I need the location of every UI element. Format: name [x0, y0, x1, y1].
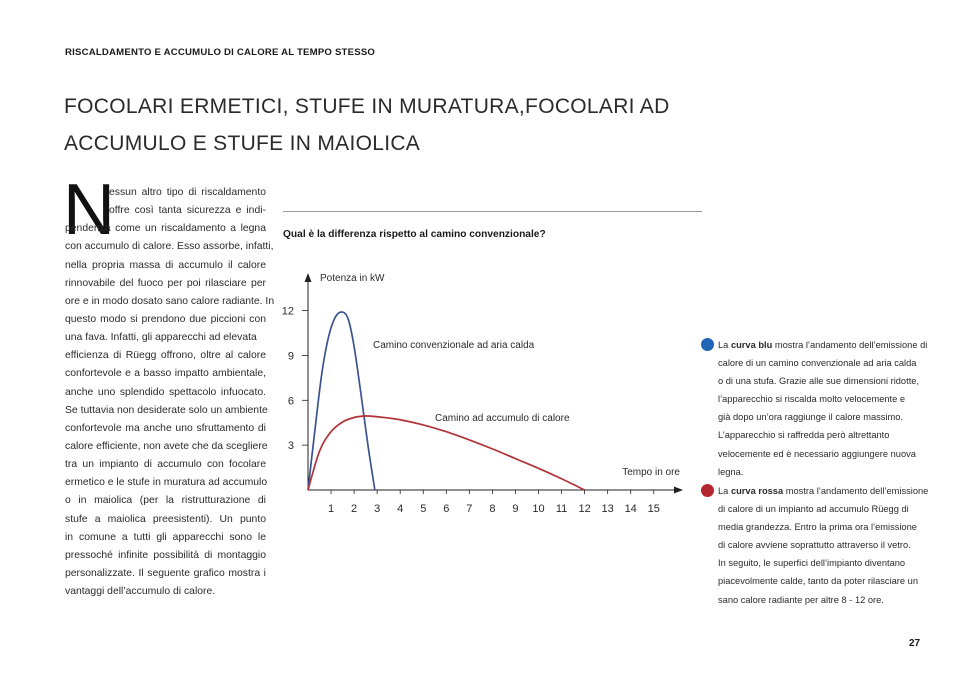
series-label: Camino convenzionale ad aria calda — [373, 340, 535, 351]
legend-text: mostra l’andamento dell’emissione di — [772, 340, 928, 350]
body-line: tra un impianto di accumulo con focolare — [65, 459, 266, 471]
body-line: una fava. Infatti, gli apparecchi ad elevata — [65, 332, 257, 344]
legend-line: sano calore radiante per altre 8 - 12 ore. — [718, 594, 884, 605]
x-tick-label: 13 — [601, 503, 614, 515]
x-tick-label: 10 — [532, 503, 545, 515]
x-tick-label: 7 — [466, 503, 473, 515]
x-tick-label: 2 — [351, 503, 358, 515]
legend-text: La — [718, 340, 731, 350]
y-tick-label: 12 — [281, 305, 294, 318]
legend-red-text — [718, 482, 934, 609]
body-line: confortevole ma anche uno sfruttamento di — [65, 422, 266, 434]
x-tick-label: 8 — [489, 503, 496, 515]
y-axis-arrow-icon — [305, 273, 312, 282]
x-tick-label: 11 — [555, 503, 568, 515]
body-line: o in maiolica (per la ristrutturazione di — [65, 495, 266, 507]
body-line: calore efficiente, non avete che da scegliere — [65, 440, 268, 452]
legend-line: già dopo un’ora raggiunge il calore massimo. — [718, 412, 904, 423]
series-line-red — [308, 416, 585, 490]
body-line: nella propria massa di accumulo il calore — [65, 259, 266, 271]
legend-line: di calore avviene soprattutto attraverso il vetro. — [718, 540, 911, 551]
body-line: pressoché infinite possibilità di montaggio — [65, 549, 266, 561]
x-tick-label: 12 — [578, 503, 591, 515]
series-line-blue — [308, 312, 375, 490]
body-line: offre così tanta sicurezza e indi- — [109, 205, 266, 217]
x-tick-label: 15 — [647, 503, 660, 515]
legend-line: calore di un camino convenzionale ad aria calda — [718, 358, 917, 369]
drop-cap: N — [63, 170, 115, 250]
body-line: stufe a maiolica preesistenti). Un punto — [65, 513, 266, 525]
legend-line: velocemente ed è necessario aggiungere nuova — [718, 448, 916, 459]
legend-line — [718, 482, 934, 500]
body-line: essun altro tipo di riscaldamento — [109, 187, 266, 198]
legend-line: piacevolmente calde, tanto da poter rilasciare un — [718, 576, 919, 587]
body-line: efficienza di Rüegg offrono, oltre al calore — [65, 350, 266, 362]
x-axis-label: Tempo in ore — [622, 467, 680, 478]
body-line: confortevole e a basso impatto ambientale, — [65, 368, 266, 380]
legend-line: l’apparecchio si riscalda molto velocemente e — [718, 394, 906, 405]
legend-line: L’apparecchio si raffredda però altrettanto — [718, 430, 890, 441]
legend-text: mostra l’andamento dell’emissione — [783, 486, 929, 496]
body-line: ore e in modo dosato sano calore radiante. In — [65, 295, 275, 307]
x-tick-label: 9 — [512, 503, 519, 515]
body-line: pendenza come un riscaldamento a legna — [65, 223, 266, 235]
page-number: 27 — [909, 638, 921, 649]
x-tick-label: 14 — [624, 503, 637, 515]
running-head: RISCALDAMENTO E ACCUMULO DI CALORE AL TEMPO STESSO — [65, 47, 376, 58]
legend-line — [718, 336, 934, 354]
y-axis-label: Potenza in kW — [320, 273, 385, 284]
legend-line: di calore di un impianto ad accumulo Rüegg di — [718, 504, 909, 515]
blue-dot-icon — [701, 338, 714, 351]
y-tick-label: 3 — [287, 440, 294, 453]
body-line: personalizzate. Il seguente grafico mostra i — [65, 567, 266, 579]
x-tick-label: 6 — [443, 503, 450, 515]
y-tick-label: 9 — [287, 350, 294, 363]
series-label: Camino ad accumulo di calore — [435, 413, 570, 424]
legend-blue-text — [718, 336, 934, 481]
body-line: vantaggi dell’accumulo di calore. — [65, 586, 216, 598]
x-tick-label: 3 — [374, 503, 381, 515]
chart-question: Qual è la differenza rispetto al camino convenzionale? — [283, 229, 546, 240]
body-line: anche uno splendido spettacolo infuocato. — [65, 386, 266, 398]
body-line: questo modo si prendono due piccioni con — [65, 313, 266, 325]
legend-line: media grandezza. Entro la prima ora l’emissione — [718, 522, 917, 533]
title-line: ACCUMULO E STUFE IN MAIOLICA — [64, 132, 421, 155]
legend-line: In seguito, le superfici dell’impianto diventano — [718, 558, 906, 569]
legend-emphasis: curva rossa — [730, 486, 784, 496]
legend-line: o di una stufa. Grazie alle sue dimensioni ridotte, — [718, 376, 920, 387]
legend-text: La — [718, 486, 731, 496]
red-dot-icon — [701, 484, 714, 497]
body-line: Se tuttavia non desiderate solo un ambiente — [65, 404, 268, 416]
legend-emphasis: curva blu — [730, 340, 773, 350]
title-line: FOCOLARI ERMETICI, STUFE IN MURATURA,FOCOLARI AD — [64, 95, 670, 118]
x-tick-label: 4 — [397, 503, 404, 515]
legend-line: legna. — [718, 466, 744, 477]
body-line: rinnovabile del fuoco per poi rilasciare per — [65, 277, 266, 289]
body-line: ermetico e le stufe in muratura ad accumulo — [65, 477, 268, 489]
x-axis-arrow-icon — [674, 487, 683, 494]
body-line: con accumulo di calore. Esso assorbe, infatti, — [65, 241, 274, 253]
x-tick-label: 5 — [420, 503, 427, 515]
x-tick-label: 1 — [327, 503, 335, 515]
body-line: in comune a tutti gli apparecchi sono le — [65, 531, 266, 543]
y-tick-label: 6 — [287, 395, 294, 408]
